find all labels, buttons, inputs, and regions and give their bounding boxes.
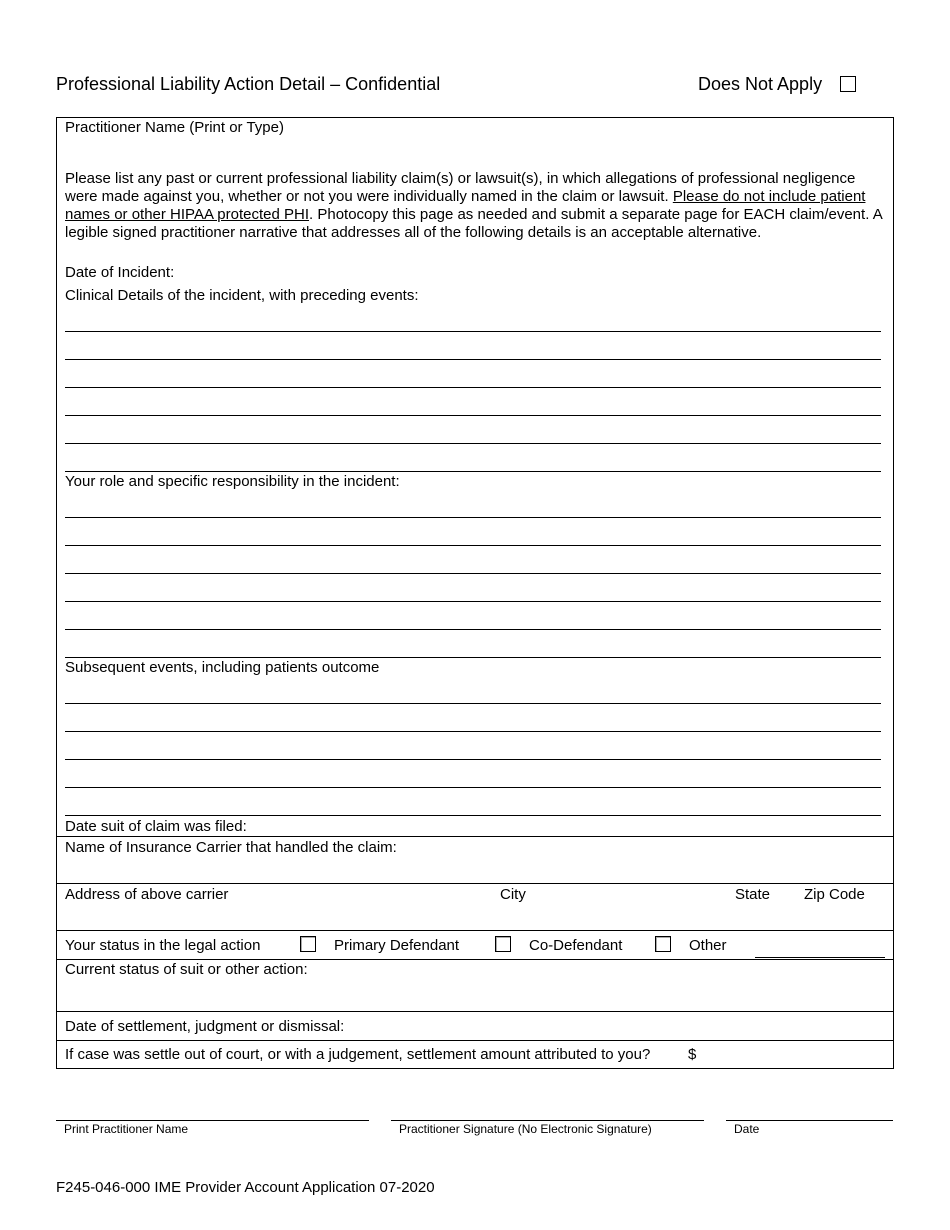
clinical-details-line[interactable] [65, 359, 881, 360]
section-divider [56, 1040, 894, 1041]
clinical-details-line[interactable] [65, 415, 881, 416]
other-specify-line[interactable] [755, 957, 885, 958]
clinical-details-line[interactable] [65, 387, 881, 388]
does-not-apply-checkbox[interactable] [840, 76, 856, 92]
other-checkbox[interactable] [655, 936, 671, 952]
clinical-details-line[interactable] [65, 471, 881, 472]
role-line[interactable] [65, 629, 881, 630]
role-line[interactable] [65, 601, 881, 602]
instructions-hipaa-warning: Please do not include patient names or other HIPAA protected PHI [65, 188, 866, 223]
role-line[interactable] [65, 573, 881, 574]
role-label: Your role and specific responsibility in the incident: [65, 473, 400, 490]
subsequent-events-line[interactable] [65, 731, 881, 732]
currency-symbol: $ [688, 1046, 697, 1063]
current-status-label: Current status of suit or other action: [65, 961, 308, 978]
practitioner-name-field[interactable] [330, 118, 885, 158]
practitioner-name-label: Practitioner Name (Print or Type) [65, 119, 284, 136]
form-id-footer: F245-046-000 IME Provider Account Application 07-2020 [56, 1179, 435, 1196]
section-divider [56, 883, 894, 884]
co-defendant-checkbox[interactable] [495, 936, 511, 952]
date-caption: Date [734, 1122, 760, 1136]
signature-line[interactable] [391, 1120, 704, 1121]
co-defendant-label: Co-Defendant [529, 937, 623, 954]
form-frame [56, 117, 894, 1069]
role-line[interactable] [65, 657, 881, 658]
carrier-address-label: Address of above carrier [65, 886, 229, 903]
role-line[interactable] [65, 517, 881, 518]
subsequent-events-label: Subsequent events, including patients outcome [65, 659, 380, 676]
city-label: City [500, 886, 526, 903]
date-of-incident-label: Date of Incident: [65, 264, 175, 281]
subsequent-events-line[interactable] [65, 759, 881, 760]
instructions-part2: . Photocopy this page as needed and submit a separate page for EACH claim/event. A legible signed practitioner narrative that addresses all of the following details is an acceptable alternative. [65, 206, 882, 241]
subsequent-events-line[interactable] [65, 815, 881, 816]
clinical-details-label: Clinical Details of the incident, with preceding events: [65, 287, 419, 304]
primary-defendant-label: Primary Defendant [334, 937, 460, 954]
settlement-amount-label: If case was settle out of court, or with a judgement, settlement amount attributed to you? [65, 1046, 651, 1063]
other-label: Other [689, 937, 727, 954]
section-divider [56, 1011, 894, 1012]
section-divider [56, 959, 894, 960]
instructions-part1: Please list any past or current professional liability claim(s) or lawsuit(s), in which allegations of professional negligence were made against you, whether or not you were individually named in the claim or lawsuit. [65, 170, 856, 205]
settlement-date-label: Date of settlement, judgment or dismissal: [65, 1018, 345, 1035]
subsequent-events-line[interactable] [65, 703, 881, 704]
page-title: Professional Liability Action Detail – Confidential [56, 74, 441, 94]
instructions-paragraph [65, 170, 890, 242]
legal-status-label: Your status in the legal action [65, 937, 261, 954]
state-label: State [735, 886, 771, 903]
primary-defendant-checkbox[interactable] [300, 936, 316, 952]
insurance-carrier-label: Name of Insurance Carrier that handled the claim: [65, 839, 397, 856]
clinical-details-line[interactable] [65, 331, 881, 332]
clinical-details-line[interactable] [65, 443, 881, 444]
date-line[interactable] [726, 1120, 893, 1121]
section-divider [56, 930, 894, 931]
does-not-apply-label: Does Not Apply [698, 74, 823, 94]
role-line[interactable] [65, 545, 881, 546]
print-name-line[interactable] [56, 1120, 369, 1121]
zip-code-label: Zip Code [804, 886, 865, 903]
subsequent-events-line[interactable] [65, 787, 881, 788]
date-suit-filed-label: Date suit of claim was filed: [65, 818, 247, 835]
print-name-caption: Print Practitioner Name [64, 1122, 189, 1136]
section-divider [56, 836, 894, 837]
signature-caption: Practitioner Signature (No Electronic Signature) [399, 1122, 652, 1136]
